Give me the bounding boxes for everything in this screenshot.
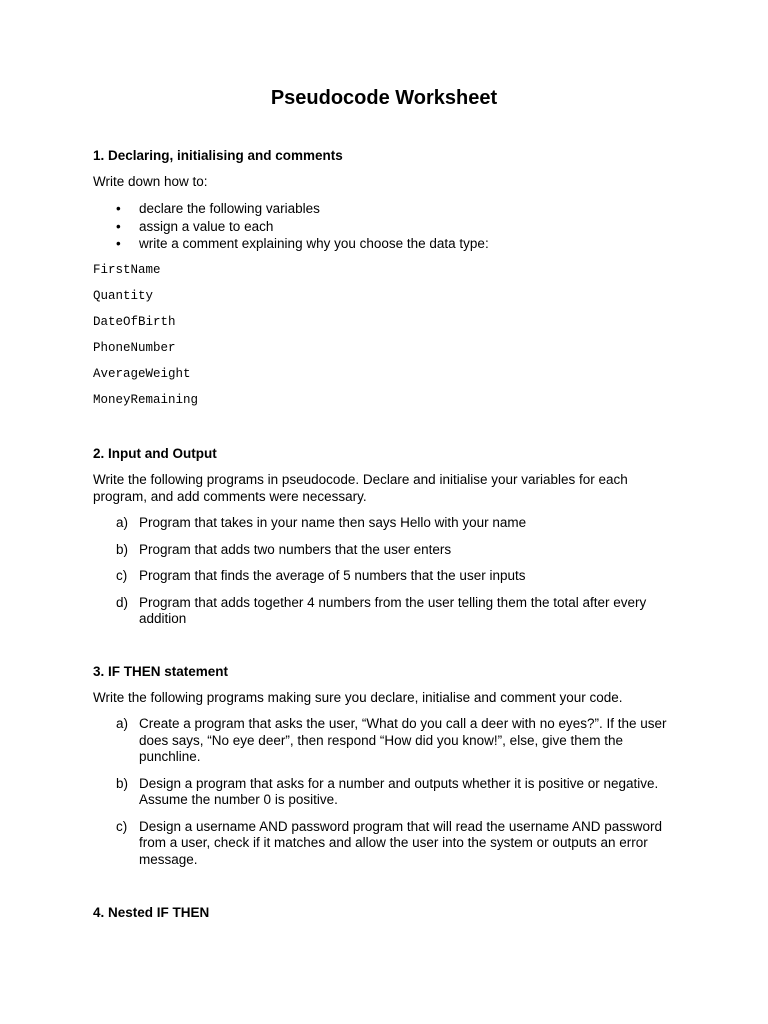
bullet-item: • declare the following variables xyxy=(116,201,320,216)
list-item: b) Design a program that asks for a number and outputs whether it is positive or negative. Assume the number 0 is positive. xyxy=(116,775,659,807)
page-title: Pseudocode Worksheet xyxy=(270,87,498,109)
list-item: c) Design a username AND password program that will read the username AND password from a user, check if it matches and allow the user into the system or outputs an error message. xyxy=(116,818,662,867)
section-1-intro: Write down how to: xyxy=(93,174,208,189)
section-2-task-list xyxy=(93,515,683,628)
list-item: a) Program that takes in your name then says Hello with your name xyxy=(116,515,527,530)
section-3-heading: 3. IF THEN statement xyxy=(93,664,229,679)
list-item: b) Program that adds two numbers that the user enters xyxy=(116,541,452,557)
list-item: c) Program that finds the average of 5 numbers that the user inputs xyxy=(116,568,526,583)
bullet-icon: • xyxy=(116,218,121,234)
section-1-heading: 1. Declaring, initialising and comments xyxy=(93,148,343,163)
section-2-intro: Write the following programs in pseudocode. Declare and initialise your variables for each program, and add comments were necessary. xyxy=(93,472,628,504)
section-3-intro: Write the following programs making sure you declare, initialise and comment your code. xyxy=(93,690,623,705)
list-item: a) Create a program that asks the user, “What do you call a deer with no eyes?”. If the user does says, “No eye deer”, then respond “How did you know!”, else, give them the punchline. xyxy=(116,716,667,764)
variable-name: AverageWeight xyxy=(93,367,191,381)
section-2-heading: 2. Input and Output xyxy=(93,446,217,461)
variable-name: DateOfBirth xyxy=(93,315,176,329)
section-3-task-list xyxy=(93,716,683,868)
variable-name: MoneyRemaining xyxy=(93,393,199,407)
bullet-item: • assign a value to each xyxy=(116,218,274,234)
section-1-bullet-list xyxy=(93,200,683,253)
list-item: d) Program that adds together 4 numbers from the user telling them the total after every addition xyxy=(116,594,647,626)
variable-name: Quantity xyxy=(93,289,154,303)
bullet-icon: • xyxy=(116,201,121,216)
variable-name: PhoneNumber xyxy=(93,341,176,355)
bullet-icon: • xyxy=(116,236,121,251)
section-4-heading: 4. Nested IF THEN xyxy=(93,905,210,920)
variable-name: FirstName xyxy=(93,263,161,277)
bullet-item: • write a comment explaining why you choose the data type: xyxy=(116,236,489,251)
